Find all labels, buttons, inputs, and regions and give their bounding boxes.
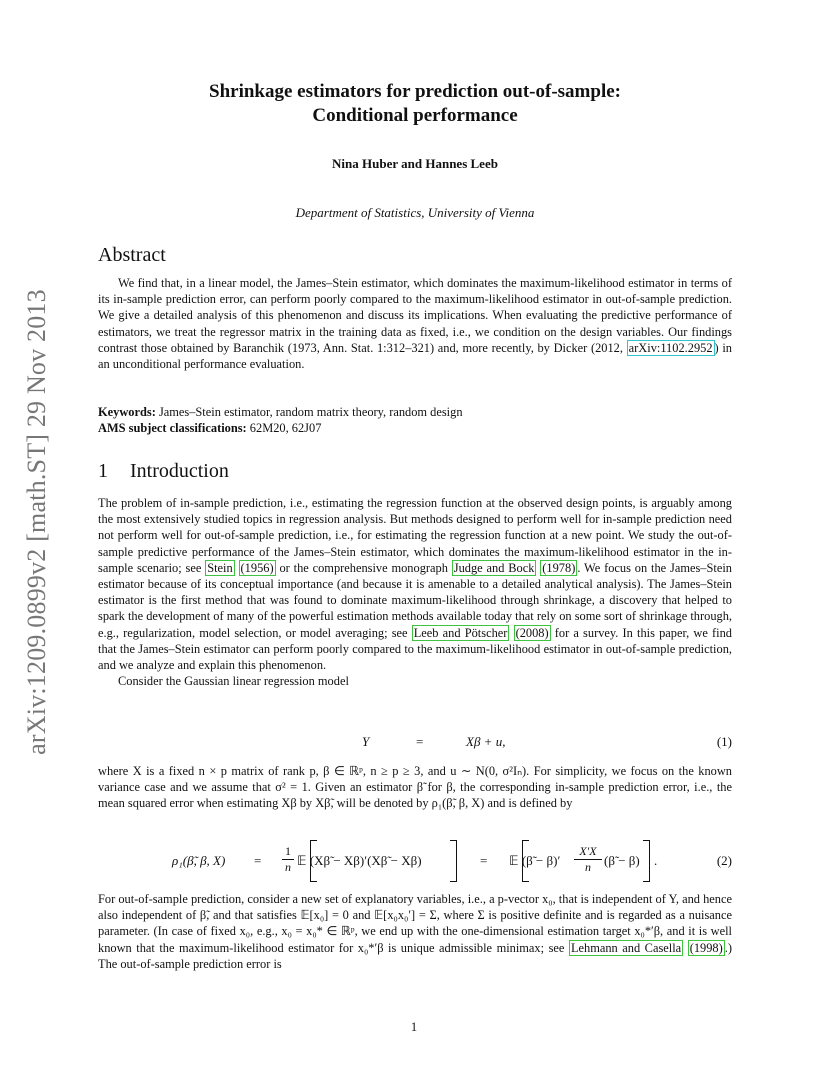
eq2-rhs-b: (β̃ − β)	[604, 853, 640, 868]
arxiv-link[interactable]: arXiv:1102.2952	[628, 340, 713, 355]
citation-lehmann-casella-year[interactable]: (1998)	[689, 940, 723, 955]
eq2-lhs: ρ₁(β̃, β, X)	[172, 853, 226, 868]
equation-1	[98, 734, 732, 752]
intro-text-a: The problem of in-sample prediction, i.e., estimating the regression function at the observed design points, is arguably among the most extensively studied topics in regression analysis. But methods designed to perform well for in-sample prediction need not perform well for out-of-sample prediction, i.e., for estimating the regression function at a new point. We study the out-of-sample predictive performance of the James–Stein estimator, which dominates the maximum-likelihood estimator in the in-sample scenario; see	[98, 496, 732, 575]
eq2-frac2-numerator: X′X	[579, 844, 597, 858]
eq2-rhs-a: 𝔼 (β̃ − β)′	[509, 853, 561, 868]
eq2-frac1-numerator: 1	[285, 844, 291, 858]
authors: Nina Huber and Hannes Leeb	[332, 156, 498, 171]
keywords-block	[98, 404, 732, 436]
keywords-text: James–Stein estimator, random matrix theory, random design	[158, 405, 463, 419]
title-line-1: Shrinkage estimators for prediction out-of-sample:	[209, 81, 621, 102]
title-line-2: Conditional performance	[312, 105, 518, 126]
arxiv-sidebar-stamp	[22, 272, 52, 772]
eq1-number: (1)	[716, 734, 732, 749]
citation-lehmann-casella[interactable]: Lehmann and Casella	[570, 940, 682, 955]
abstract-body	[98, 275, 732, 372]
eq1-rhs: Xβ + u,	[466, 734, 506, 749]
equation-2	[98, 840, 732, 886]
eq2-middle: 𝔼 (Xβ̃ − Xβ)′(Xβ̃ − Xβ)	[297, 853, 422, 868]
ams-label: AMS subject classifications:	[98, 421, 247, 435]
section-title: Introduction	[130, 460, 229, 482]
ams-line	[98, 420, 732, 436]
intro-text-b: or the comprehensive monograph	[279, 560, 448, 575]
arxiv-identifier: arXiv:1209.0899v2 [math.ST] 29 Nov 2013	[22, 289, 51, 755]
abstract-text: We find that, in a linear model, the James–Stein estimator, which dominates the maximum-likelihood estimator in terms of its in-sample prediction error, can perform poorly compared to the maximum-likelihood estimator in out-of-sample prediction. We give a detailed analysis of this phenomenon and discuss its implications. When evaluating the predictive performance of estimators, we treat the regressor matrix in the training data as fixed, i.e., we condition on the design variables. Our findings contrast those obtained by Baranchik (1973, Ann. Stat. 1:312–321) and, more recently, by Dicker (2012,	[98, 276, 732, 355]
intro-text-c: . We focus on the James–Stein estimator because of its conceptual importance (and because it is amenable to a detailed analytical analysis). The James–Stein estimator is the first method that was found to dominate maximum-likelihood through shrinkage, a discovery that helped to spark the development of many of the powerful estimation methods available today that rely on some sort of shrinkage through, e.g., regularization, model selection, or model averaging; see	[98, 560, 732, 640]
section-number: 1	[98, 460, 108, 482]
affiliation: Department of Statistics, University of Vienna	[295, 205, 535, 220]
eq2-number: (2)	[716, 853, 732, 868]
eq1-equals: =	[416, 734, 424, 749]
paper-title	[98, 80, 732, 128]
paragraph-after-eq1: where X is a fixed n × p matrix of rank p, β ∈ ℝᵖ, n ≥ p ≥ 3, and u ∼ N(0, σ²Iₙ). For simplicity, we focus on the known variance case and we assume that σ² = 1. Given an estimator β̃ for β, the corresponding in-sample prediction error, i.e., the mean squared error when estimating Xβ by Xβ̃, will be denoted by ρ₁(β̃, β, X) and is defined by	[98, 764, 732, 811]
page-number: 1	[410, 1020, 418, 1034]
after-eq2-text-a: For out-of-sample prediction, consider a new set of explanatory variables, i.e., a p-vector x₀, that is independent of Y, and hence also independent of β̃, and that satisfies 𝔼[x₀] = 0 and 𝔼[x₀x₀′] = Σ, where Σ is positive definite and is regarded as a nuisance parameter. (In case of fixed x₀, e.g., x₀ = x₀* ∈ ℝᵖ, we end up with the one-dimensional estimation target x₀*′β, and it is well known that the maximum-likelihood estimator for x₀*′β is unique admissible minimax; see	[98, 892, 732, 955]
eq2-equals-2: =	[480, 853, 488, 868]
keywords-line	[98, 404, 732, 420]
eq2-frac1-denominator: n	[282, 859, 294, 875]
abstract-text-end: ) in an unconditional performance evaluation.	[98, 340, 732, 372]
eq2-equals-1: =	[254, 853, 262, 868]
citation-stein-year[interactable]: (1956)	[240, 560, 274, 575]
intro-text-d: for a survey. In this paper, we find that the James–Stein estimator can perform poorly compared to the maximum-likelihood estimator in out-of-sample prediction, and we analyze and explain this phenomenon.	[98, 625, 732, 673]
citation-judge-bock[interactable]: Judge and Bock	[453, 560, 535, 575]
section-heading-introduction	[98, 460, 732, 483]
citation-stein[interactable]: Stein	[207, 560, 233, 575]
intro-paragraph-1	[98, 495, 732, 673]
eq2-bracket-right-2	[643, 840, 650, 882]
eq1-lhs: Y	[362, 734, 370, 749]
eq2-frac2-denominator: n	[574, 859, 602, 875]
intro-paragraph-2: Consider the Gaussian linear regression model	[118, 674, 349, 689]
introduction-body	[98, 495, 732, 689]
after-eq2-text-b: .) The out-of-sample prediction error is	[98, 940, 732, 971]
citation-judge-bock-year[interactable]: (1978)	[542, 560, 576, 575]
citation-leeb-poetscher-year[interactable]: (2008)	[515, 625, 549, 640]
eq2-bracket-right-1	[450, 840, 457, 882]
abstract-heading: Abstract	[98, 244, 166, 266]
eq2-fraction-2	[574, 844, 602, 875]
ams-text: 62M20, 62J07	[249, 421, 322, 435]
eq2-period: .	[654, 853, 658, 868]
keywords-label: Keywords:	[98, 405, 156, 419]
eq2-fraction-1	[282, 844, 294, 875]
paragraph-after-eq2	[98, 891, 732, 972]
citation-leeb-poetscher[interactable]: Leeb and Pötscher	[413, 625, 508, 640]
